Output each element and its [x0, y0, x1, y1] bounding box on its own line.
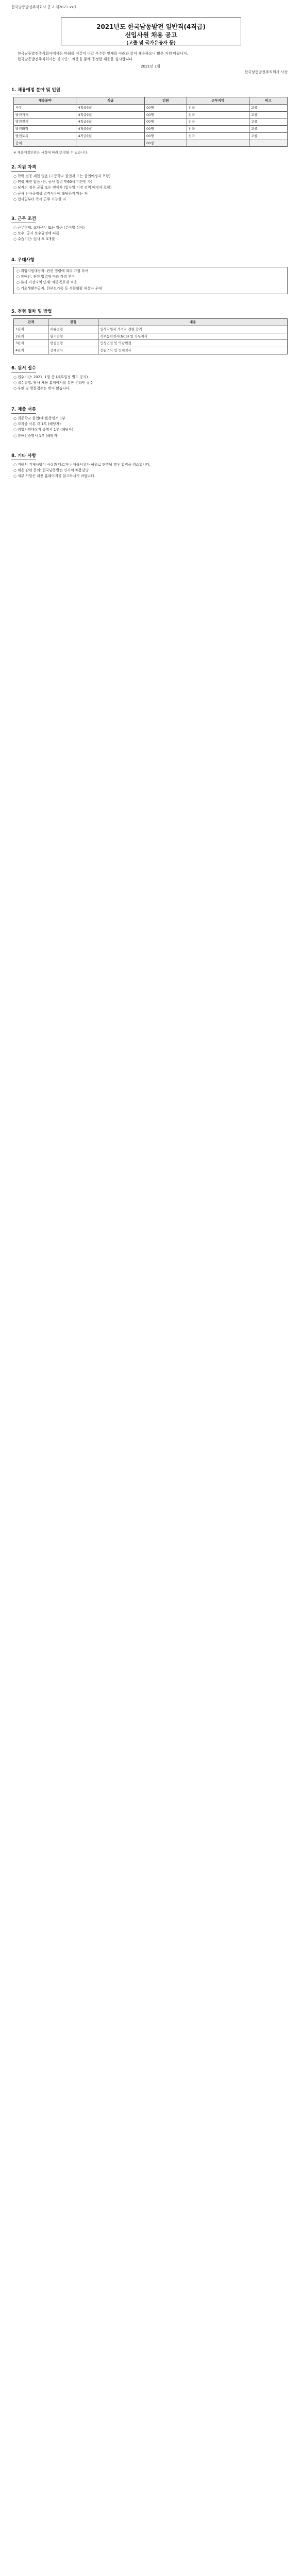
table-cell: 신원조사 및 신체검사: [98, 347, 288, 354]
table-cell: 직무능력검사(NCS) 및 직무지식: [98, 333, 288, 340]
section-title-2: 2. 지원 자격: [11, 165, 36, 172]
intro-paragraph-1: 한국남동발전주식회사에서는 미래를 이끌어 나갈 우수한 인재를 아래와 같이 채용하오니 많은 지원 바랍니다.: [18, 52, 188, 56]
table-cell: 고졸: [249, 111, 287, 118]
table-cell: 발전기계: [14, 111, 76, 118]
table-cell: 필기전형: [48, 333, 98, 340]
section-title-5: 5. 전형 절차 및 방법: [11, 309, 52, 316]
table-cell: 4직급(을): [76, 132, 145, 140]
notice-number: 한국남동발전주식회사 공고 제2021-xx호: [11, 5, 77, 9]
etc-list: [13, 463, 288, 480]
qualification-list: [13, 174, 288, 203]
list-item: ○ 본사 이전지역 인재: 채용목표제 적용: [16, 280, 77, 285]
table-cell: 전국: [187, 132, 249, 140]
table-cell: 입사지원서 적격자 전원 합격: [98, 326, 288, 333]
table-row: [14, 104, 288, 111]
table-cell: 1단계: [14, 326, 48, 333]
list-item: ○ 지원서 기재사항이 사실과 다르거나 제출서류가 허위로 판명될 경우 합격을 취소합니다.: [13, 463, 151, 467]
title-line-3: (고졸 및 국가유공자 등): [126, 41, 176, 46]
table-cell: 00명: [144, 140, 187, 147]
notice-organization: 한국남동발전주식회사 사장: [244, 70, 288, 75]
list-item: ○ 기초생활수급자, 한부모가족 등 사회형평 대상자 우대: [16, 286, 102, 291]
table-cell: 고졸: [249, 118, 287, 126]
table-cell: 00명: [144, 126, 187, 133]
list-item: ○ 접수기간: 2021. 1월 중 (세부일정 별도 공지): [13, 375, 88, 379]
table-cell: 합계: [14, 140, 76, 147]
table-cell: 고졸: [249, 104, 287, 111]
list-item: ○ 접수방법: 당사 채용 홈페이지를 통한 온라인 접수: [13, 381, 93, 385]
table-cell: 발전전기: [14, 118, 76, 126]
table-cell: 전국: [187, 104, 249, 111]
list-item: ○ 학력·전공 제한 없음 (고등학교 졸업자 또는 졸업예정자 포함): [13, 174, 111, 178]
table-row: [14, 340, 288, 347]
table-cell: 4직급(을): [76, 104, 145, 111]
application-list: [13, 375, 288, 393]
section-title-4: 4. 우대사항: [11, 258, 35, 264]
table-header: 전형: [48, 319, 98, 326]
table-row: [14, 111, 288, 118]
list-item: ○ 세부 사항은 채용 홈페이지를 참고하시기 바랍니다.: [13, 474, 95, 479]
table-cell: 발전토목: [14, 132, 76, 140]
work-condition-list: [13, 226, 288, 243]
title-line-2: 신입사원 채용 공고: [125, 31, 177, 39]
table-cell: 2단계: [14, 333, 48, 340]
table-cell: 4직급(을): [76, 118, 145, 126]
table-cell: [76, 140, 145, 147]
table-cell: 00명: [144, 104, 187, 111]
table-header: 근무지역: [187, 97, 249, 105]
table-row: [14, 118, 288, 126]
table-header: 단계: [14, 319, 48, 326]
list-item: ○ 장애인증명서 1부 (해당자): [13, 433, 59, 438]
table-cell: 전국: [187, 126, 249, 133]
list-item: ○ 수습기간: 입사 후 3개월: [13, 237, 55, 242]
list-item: ○ 연령 제한 없음 (단, 공사 정년 만60세 미만인 자): [13, 180, 93, 184]
table-cell: 전국: [187, 111, 249, 118]
list-item: ○ 장애인: 관련 법령에 따라 가점 부여: [16, 275, 75, 279]
table-row: [14, 333, 288, 340]
documents-list: [13, 416, 288, 439]
table-cell: 4직급(을): [76, 126, 145, 133]
table-cell: 4직급(을): [76, 111, 145, 118]
table-cell: 00명: [144, 111, 187, 118]
notice-date: 2021년 1월: [140, 64, 161, 69]
list-item: ○ 취업지원대상자 증명서 1부 (해당자): [13, 428, 74, 432]
table-row: [14, 132, 288, 140]
table-cell: 00명: [144, 132, 187, 140]
table-header: 직급: [76, 97, 145, 105]
list-item: ○ 남자의 경우 군필 또는 면제자 (입사일 이전 전역 예정자 포함): [13, 185, 112, 190]
intro-paragraph-2: 한국남동발전주식회사는 블라인드 채용을 통해 공정한 채용을 실시합니다.: [18, 57, 134, 62]
table-cell: [249, 140, 287, 147]
table-row: [14, 326, 288, 333]
table-cell: 발전화학: [14, 126, 76, 133]
list-item: ○ 우편 및 방문접수는 받지 않습니다.: [13, 386, 71, 391]
table-row-total: [14, 140, 288, 147]
table-cell: [187, 140, 249, 147]
intro: [13, 52, 288, 75]
list-item: ○ 보수: 공사 보수규정에 따름: [13, 231, 60, 236]
list-item: ○ 최종학교 졸업(예정)증명서 1부: [13, 416, 65, 420]
list-item: ○ 입사일부터 즉시 근무 가능한 자: [13, 197, 66, 201]
table-cell: 4단계: [14, 347, 48, 354]
list-item: ○ 채용 관련 문의: 한국남동발전 인사처 채용담당: [13, 468, 89, 473]
table-cell: 서류전형: [48, 326, 98, 333]
table-cell: 사무: [14, 104, 76, 111]
list-item: ○ 공사 인사규정상 결격사유에 해당하지 않는 자: [13, 191, 88, 196]
table-header: 비고: [249, 97, 287, 105]
table-header: 인원: [144, 97, 187, 105]
table-row: [14, 347, 288, 354]
section-title-1: 1. 채용예정 분야 및 인원: [11, 88, 60, 94]
title-line-1: 2021년도 한국남동발전 일반직(4직급): [96, 23, 206, 30]
list-item: ○ 취업지원대상자: 관련 법령에 따라 가점 부여: [16, 269, 89, 273]
list-item: ○ 자격증 사본 각 1부 (해당자): [13, 422, 61, 427]
table-cell: 전국: [187, 118, 249, 126]
table-cell: 면접전형: [48, 340, 98, 347]
table-cell: 신체검사: [48, 347, 98, 354]
table-header: 내용: [98, 319, 288, 326]
table-cell: 고졸: [249, 126, 287, 133]
process-table: [13, 318, 288, 354]
section-title-7: 7. 제출 서류: [11, 407, 36, 414]
table-row: [14, 126, 288, 133]
recruit-table: [13, 97, 288, 147]
table-cell: 00명: [144, 118, 187, 126]
table-cell: 3단계: [14, 340, 48, 347]
table-note: ※ 채용예정인원은 사정에 따라 변경될 수 있습니다.: [13, 150, 89, 155]
section-title-6: 6. 원서 접수: [11, 366, 36, 372]
preference-box: [13, 267, 288, 294]
title-box: [61, 18, 241, 45]
list-item: ○ 근무형태: 교대근무 또는 일근 (분야별 상이): [13, 226, 85, 230]
section-title-8: 8. 기타 사항: [11, 453, 36, 460]
section-title-3: 3. 근무 조건: [11, 216, 36, 223]
table-cell: 고졸: [249, 132, 287, 140]
table-cell: 인성면접 및 역량면접: [98, 340, 288, 347]
table-header: 채용분야: [14, 97, 76, 105]
